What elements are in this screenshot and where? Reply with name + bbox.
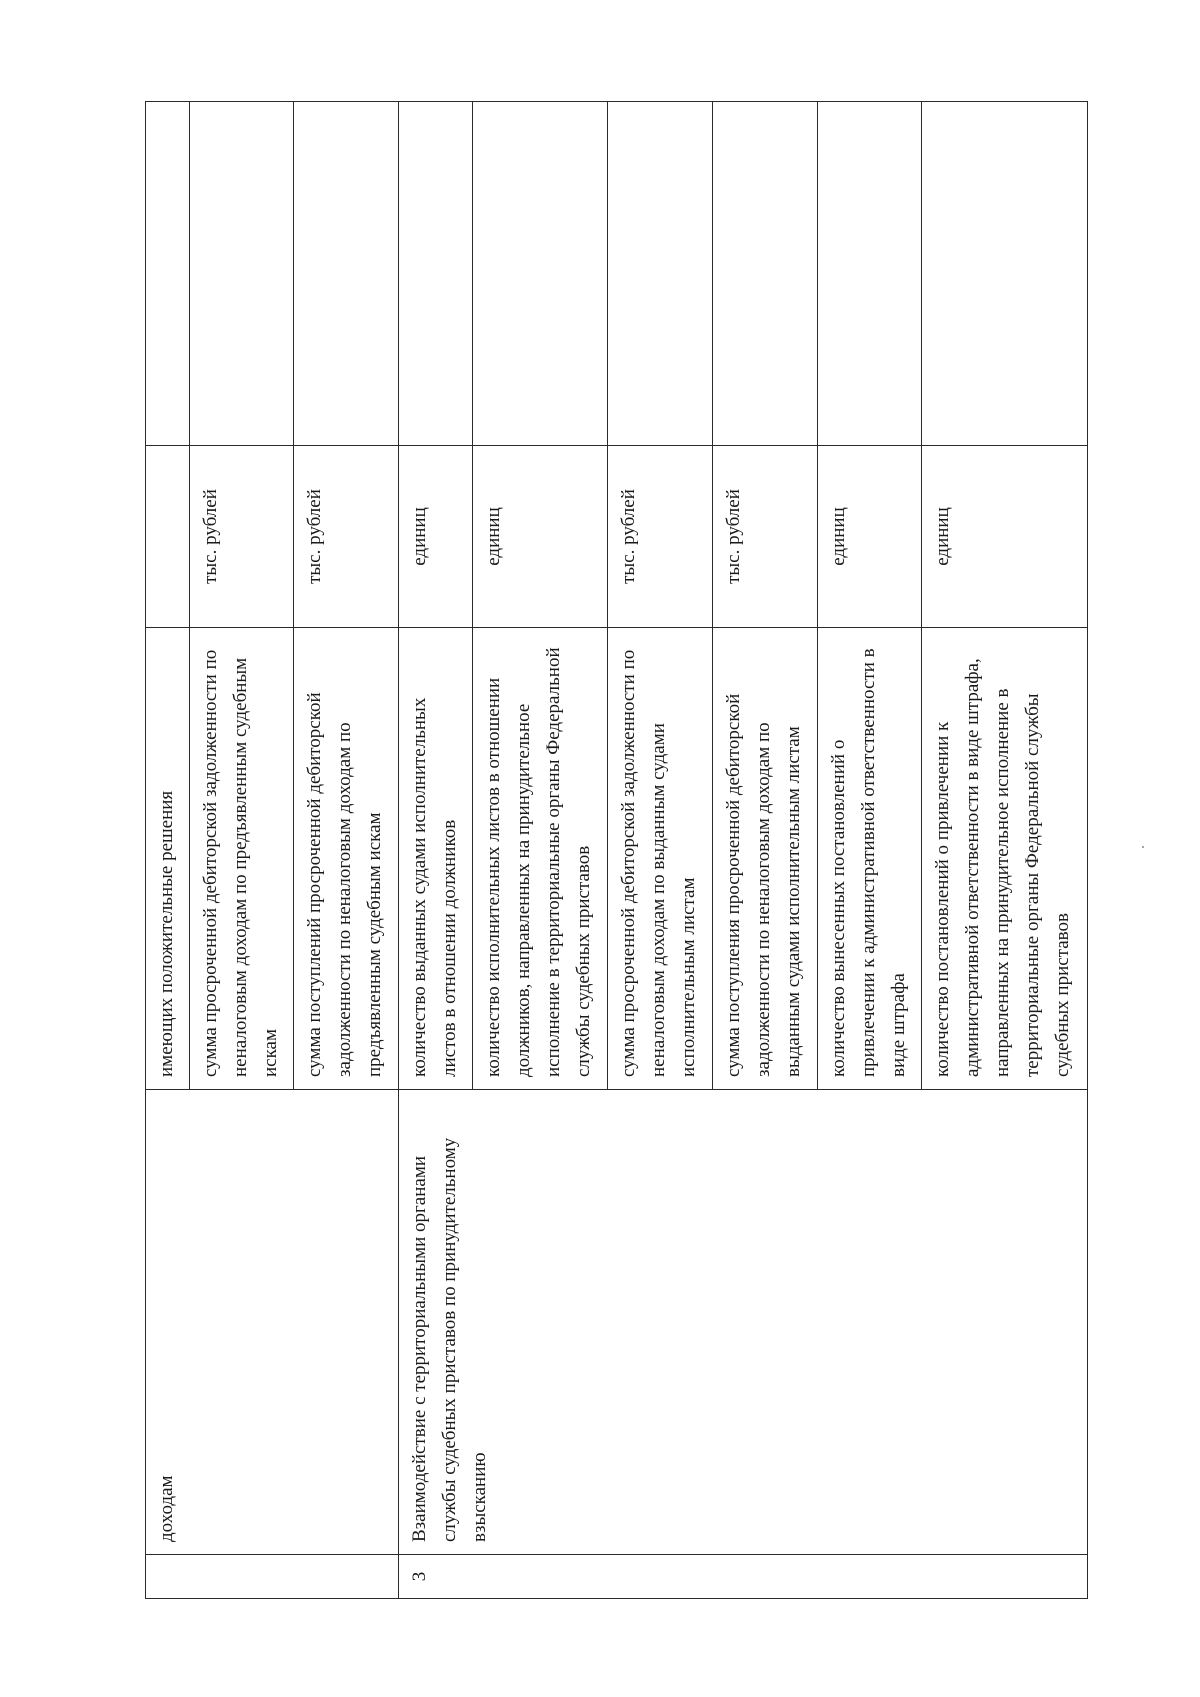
section-title: Взаимодействие с территориальными органами службы судебных приставов по принудительному взысканию [409, 1137, 490, 1542]
indicator-cell [817, 628, 922, 1090]
number-cell [146, 1555, 399, 1599]
value-cell [146, 102, 190, 446]
indicator-cell [399, 628, 473, 1090]
indicator-text: количество постановлений о привлечении к административной ответственности в виде штрафа, направленных на принудительное исполнение в территориальные органы Федеральной службы судебных приставов [932, 658, 1074, 1077]
unit-cell [922, 446, 1088, 628]
indicator-cell [608, 628, 713, 1090]
indicator-cell [712, 628, 817, 1090]
value-cell [294, 102, 399, 446]
unit-cell [189, 446, 294, 628]
section-number: 3 [409, 1571, 430, 1582]
indicator-cell [146, 628, 190, 1090]
unit-text: тыс. рублей [304, 489, 326, 584]
group-text: доходам [156, 1475, 177, 1542]
unit-text: единиц [827, 507, 849, 566]
value-cell [922, 102, 1088, 446]
value-cell [712, 102, 817, 446]
group-cell [399, 1090, 1088, 1555]
indicator-text: количество исполнительных листов в отношении должников, направленных на принудительное исполнение в территориальные органы Федеральной службы судебных приставов [483, 647, 595, 1077]
value-cell [399, 102, 473, 446]
scan-speck [1142, 846, 1144, 848]
indicator-text: сумма просроченной дебиторской задолженности по неналоговым доходам по предъявленным судебным искам [199, 649, 281, 1077]
unit-cell [294, 446, 399, 628]
table-row [146, 102, 190, 1599]
indicator-text: сумма поступления просроченной дебиторской задолженности по неналоговым доходам по выданным судами исполнительным листам [722, 693, 804, 1077]
indicator-text: количество выданных судами исполнительных листов в отношении должников [409, 697, 460, 1077]
table-row [399, 102, 473, 1599]
indicator-cell [922, 628, 1088, 1090]
unit-cell [817, 446, 922, 628]
unit-text: единиц [409, 507, 430, 566]
indicator-text: сумма просроченной дебиторской задолженности по неналоговым доходам по выданным судами исполнительным листам [618, 649, 700, 1077]
group-cell [146, 1090, 399, 1555]
value-cell [473, 102, 608, 446]
indicator-text: количество вынесенных постановлений о привлечении к административной ответственности в виде штрафа [827, 648, 909, 1077]
unit-cell [712, 446, 817, 628]
unit-cell [399, 446, 473, 628]
unit-text: единиц [483, 507, 505, 566]
unit-text: тыс. рублей [618, 489, 640, 584]
number-cell [399, 1555, 1088, 1599]
value-cell [608, 102, 713, 446]
unit-cell [146, 446, 190, 628]
unit-cell [608, 446, 713, 628]
value-cell [817, 102, 922, 446]
indicators-table [145, 101, 1088, 1599]
unit-text: тыс. рублей [199, 489, 221, 584]
unit-cell [473, 446, 608, 628]
indicator-cell [473, 628, 608, 1090]
indicator-cell [189, 628, 294, 1090]
indicator-cell [294, 628, 399, 1090]
indicator-text: имеющих положительные решения [156, 790, 177, 1077]
rotated-table-wrapper [145, 102, 1088, 1599]
indicator-text: сумма поступлений просроченной дебиторской задолженности по неналоговым доходам по предъявленным судебным искам [304, 692, 386, 1077]
value-cell [189, 102, 294, 446]
unit-text: единиц [932, 507, 954, 566]
unit-text: тыс. рублей [722, 489, 744, 584]
